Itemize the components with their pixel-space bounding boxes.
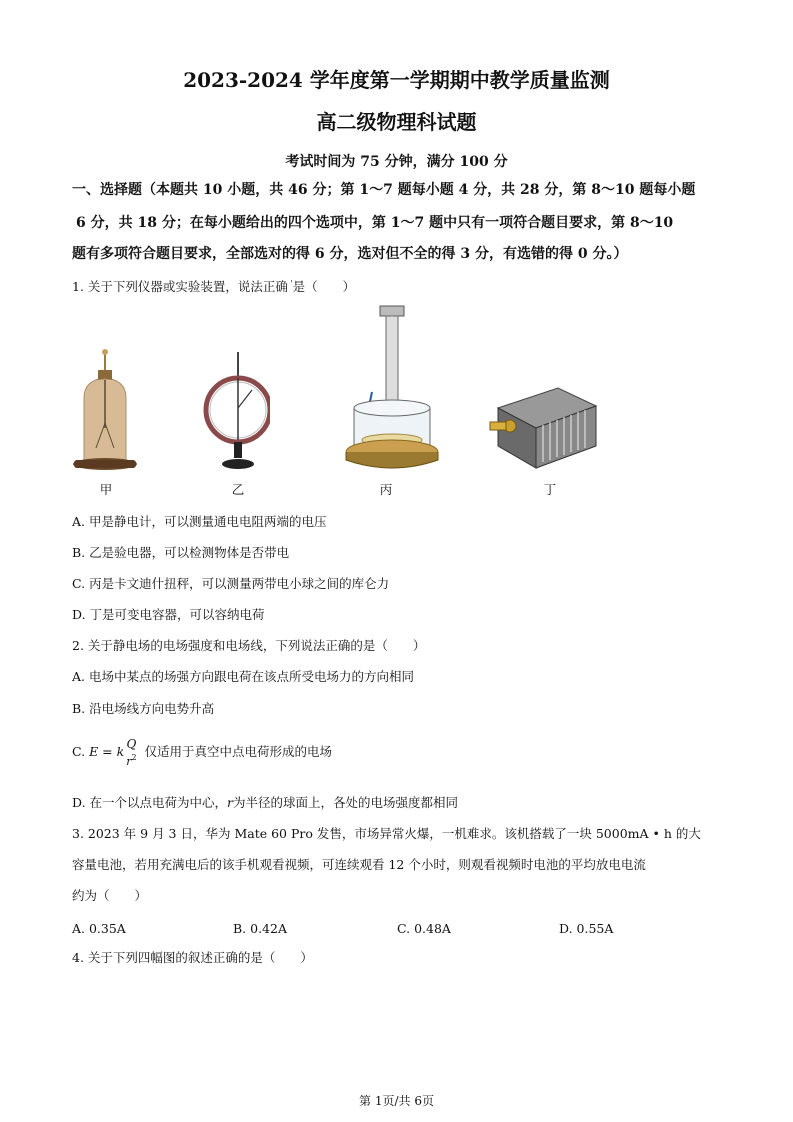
q3-option-b: B. 0.42A — [233, 921, 287, 936]
question-3-line2: 容量电池，若用充满电后的该手机观看视频，可连续观看 12 个小时，则观看视频时电池的平均放电电流 — [72, 857, 646, 872]
electrometer-figure — [200, 348, 270, 478]
figure-caption-yi: 乙 — [231, 482, 245, 497]
electroscope-figure — [72, 348, 142, 478]
q2-option-d: D. 在一个以点电荷为中心，r为半径的球面上，各处的电场强度都相同 — [72, 795, 459, 810]
formula-lhs: E = k — [89, 744, 125, 759]
coulomb-fraction: Q $r^2$ — [126, 736, 137, 768]
q2-option-c: C. E = k Q $r^2$ 仅适用于真空中点电荷形成的电场 — [72, 736, 333, 768]
q2-option-b: B. 沿电场线方向电势升高 — [72, 701, 215, 716]
q1-option-c: C. 丙是卡文迪什扭秤，可以测量两带电小球之间的库仑力 — [72, 576, 390, 591]
q3-option-a: A. 0.35A — [72, 921, 126, 936]
q1-option-d: D. 丁是可变电容器，可以容纳电荷 — [72, 607, 265, 622]
q1-option-b: B. 乙是验电器，可以检测物体是否带电 — [72, 545, 290, 560]
figure-caption-ding: 丁 — [543, 482, 557, 497]
figure-caption-bing: 丙 — [379, 482, 393, 497]
question-4-stem: 4. 关于下列四幅图的叙述正确的是（ ） — [72, 950, 313, 965]
figure-caption-jia: 甲 — [99, 482, 113, 497]
question-3-line1: 3. 2023 年 9 月 3 日，华为 Mate 60 Pro 发售，市场异常火爆，一机难求。该机搭载了一块 5000mA • h 的大 — [72, 826, 701, 841]
variable-capacitor-figure — [488, 380, 598, 475]
section-instructions-line3: 题有多项符合题目要求，全部选对的得 6 分，选对但不全的得 3 分，有选错的得 0 分。） — [72, 246, 628, 262]
question-1-stem: 1. 关于下列仪器或实验装置，说法正确 '是（ ） — [72, 279, 356, 295]
section-instructions-line2: 6 分，共 18 分；在每小题给出的四个选项中，第 1～7 题中只有一项符合题目要求，第 8～10 — [76, 215, 674, 231]
q3-option-d: D. 0.55A — [559, 921, 614, 936]
exam-info: 考试时间为 75 分钟，满分 100 分 — [285, 154, 508, 170]
q2-option-a: A. 电场中某点的场强方向跟电荷在该点所受电场力的方向相同 — [72, 669, 414, 684]
question-3-line3: 约为（ ） — [72, 888, 148, 903]
page-number: 第 1页/共 6页 — [359, 1094, 434, 1108]
q3-option-c: C. 0.48A — [397, 921, 451, 936]
question-2-stem: 2. 关于静电场的电场强度和电场线，下列说法正确的是（ ） — [72, 638, 426, 653]
torsion-balance-figure — [342, 300, 442, 480]
section-instructions-line1: 一、选择题（本题共 10 小题，共 46 分；第 1～7 题每小题 4 分，共 28 分，第 8～10 题每小题 — [72, 182, 696, 198]
q1-option-a: A. 甲是静电计，可以测量通电电阻两端的电压 — [72, 514, 327, 529]
exam-subtitle: 高二级物理科试题 — [316, 110, 477, 134]
exam-title: 2023-2024 学年度第一学期期中教学质量监测 — [183, 68, 610, 92]
